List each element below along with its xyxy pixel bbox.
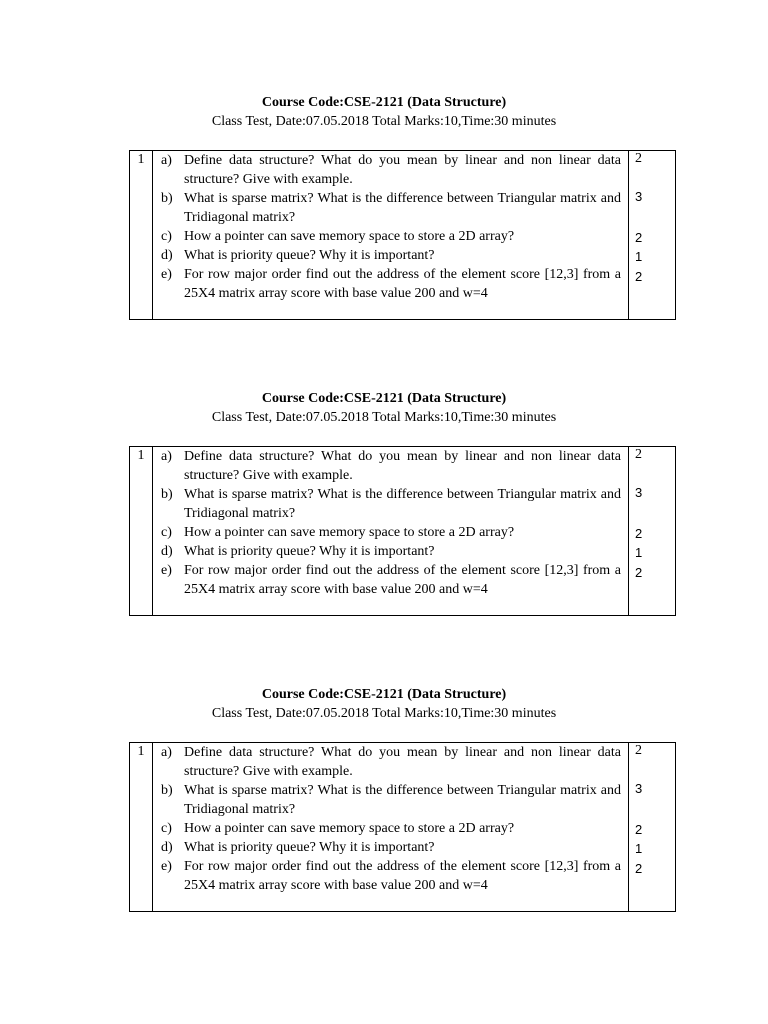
question-label: c) <box>161 821 172 836</box>
marks-value: 1 <box>635 841 643 856</box>
question-label: a) <box>161 153 172 168</box>
marks-column <box>628 151 675 319</box>
question-item <box>153 857 630 895</box>
marks-value: 3 <box>635 485 643 500</box>
question-list <box>153 447 630 615</box>
marks-value: 2 <box>635 565 643 580</box>
test-info: Class Test, Date:07.05.2018 Total Marks:10,Time:30 minutes <box>211 706 557 721</box>
marks-value: 2 <box>635 861 643 876</box>
question-label: b) <box>161 487 173 502</box>
marks-column <box>628 743 675 911</box>
marks-value: 3 <box>635 781 643 796</box>
question-text: Define data structure? What do you mean by linear and non linear data structure? Give with example. <box>184 449 621 483</box>
question-table <box>129 742 676 912</box>
question-label: b) <box>161 783 173 798</box>
question-text: Define data structure? What do you mean by linear and non linear data structure? Give with example. <box>184 745 621 779</box>
question-label: a) <box>161 449 172 464</box>
marks-value: 2 <box>635 447 642 462</box>
question-item <box>153 151 630 189</box>
question-text: How a pointer can save memory space to store a 2D array? <box>184 821 515 836</box>
question-number: 1 <box>130 151 153 319</box>
question-label: e) <box>161 267 172 282</box>
question-text: Define data structure? What do you mean by linear and non linear data structure? Give with example. <box>184 153 621 187</box>
question-number: 1 <box>130 447 153 615</box>
question-item <box>153 485 630 523</box>
question-item <box>153 246 630 265</box>
question-label: b) <box>161 191 173 206</box>
test-block-3 <box>0 686 768 916</box>
question-label: e) <box>161 563 172 578</box>
test-info: Class Test, Date:07.05.2018 Total Marks:10,Time:30 minutes <box>211 410 557 425</box>
question-text: How a pointer can save memory space to store a 2D array? <box>184 525 515 540</box>
question-text: What is sparse matrix? What is the difference between Triangular matrix and Tridiagonal matrix? <box>184 191 621 225</box>
marks-value: 2 <box>635 151 642 166</box>
question-table <box>129 150 676 320</box>
question-text: For row major order find out the address of the element score [12,3] from a 25X4 matrix array score with base value 200 and w=4 <box>184 267 621 301</box>
question-text: What is sparse matrix? What is the difference between Triangular matrix and Tridiagonal matrix? <box>184 783 621 817</box>
question-text: How a pointer can save memory space to store a 2D array? <box>184 229 515 244</box>
question-label: d) <box>161 840 173 855</box>
question-text: What is sparse matrix? What is the difference between Triangular matrix and Tridiagonal matrix? <box>184 487 621 521</box>
question-label: d) <box>161 544 173 559</box>
marks-value: 2 <box>635 822 643 837</box>
question-item <box>153 447 630 485</box>
question-table <box>129 446 676 616</box>
question-text: For row major order find out the address of the element score [12,3] from a 25X4 matrix array score with base value 200 and w=4 <box>184 563 621 597</box>
question-item <box>153 542 630 561</box>
question-text: For row major order find out the address of the element score [12,3] from a 25X4 matrix array score with base value 200 and w=4 <box>184 859 621 893</box>
question-label: e) <box>161 859 172 874</box>
course-title: Course Code:CSE-2121 (Data Structure) <box>261 391 507 406</box>
question-item <box>153 227 630 246</box>
question-item <box>153 838 630 857</box>
question-label: d) <box>161 248 173 263</box>
question-label: c) <box>161 525 172 540</box>
marks-value: 2 <box>635 230 643 245</box>
marks-value: 2 <box>635 526 643 541</box>
course-title: Course Code:CSE-2121 (Data Structure) <box>261 687 507 702</box>
question-label: a) <box>161 745 172 760</box>
test-block-2 <box>0 390 768 620</box>
question-item <box>153 743 630 781</box>
question-list <box>153 743 630 911</box>
question-item <box>153 819 630 838</box>
marks-value: 1 <box>635 545 643 560</box>
question-item <box>153 523 630 542</box>
question-item <box>153 265 630 303</box>
question-text: What is priority queue? Why it is important? <box>184 544 435 559</box>
question-text: What is priority queue? Why it is important? <box>184 248 435 263</box>
marks-value: 3 <box>635 189 643 204</box>
question-item <box>153 189 630 227</box>
question-number: 1 <box>130 743 153 911</box>
test-block-1 <box>0 94 768 324</box>
marks-value: 2 <box>635 743 642 758</box>
question-label: c) <box>161 229 172 244</box>
question-item <box>153 781 630 819</box>
question-text: What is priority queue? Why it is important? <box>184 840 435 855</box>
marks-value: 1 <box>635 249 643 264</box>
marks-column <box>628 447 675 615</box>
course-title: Course Code:CSE-2121 (Data Structure) <box>261 95 507 110</box>
test-info: Class Test, Date:07.05.2018 Total Marks:10,Time:30 minutes <box>211 114 557 129</box>
question-list <box>153 151 630 319</box>
question-item <box>153 561 630 599</box>
marks-value: 2 <box>635 269 643 284</box>
